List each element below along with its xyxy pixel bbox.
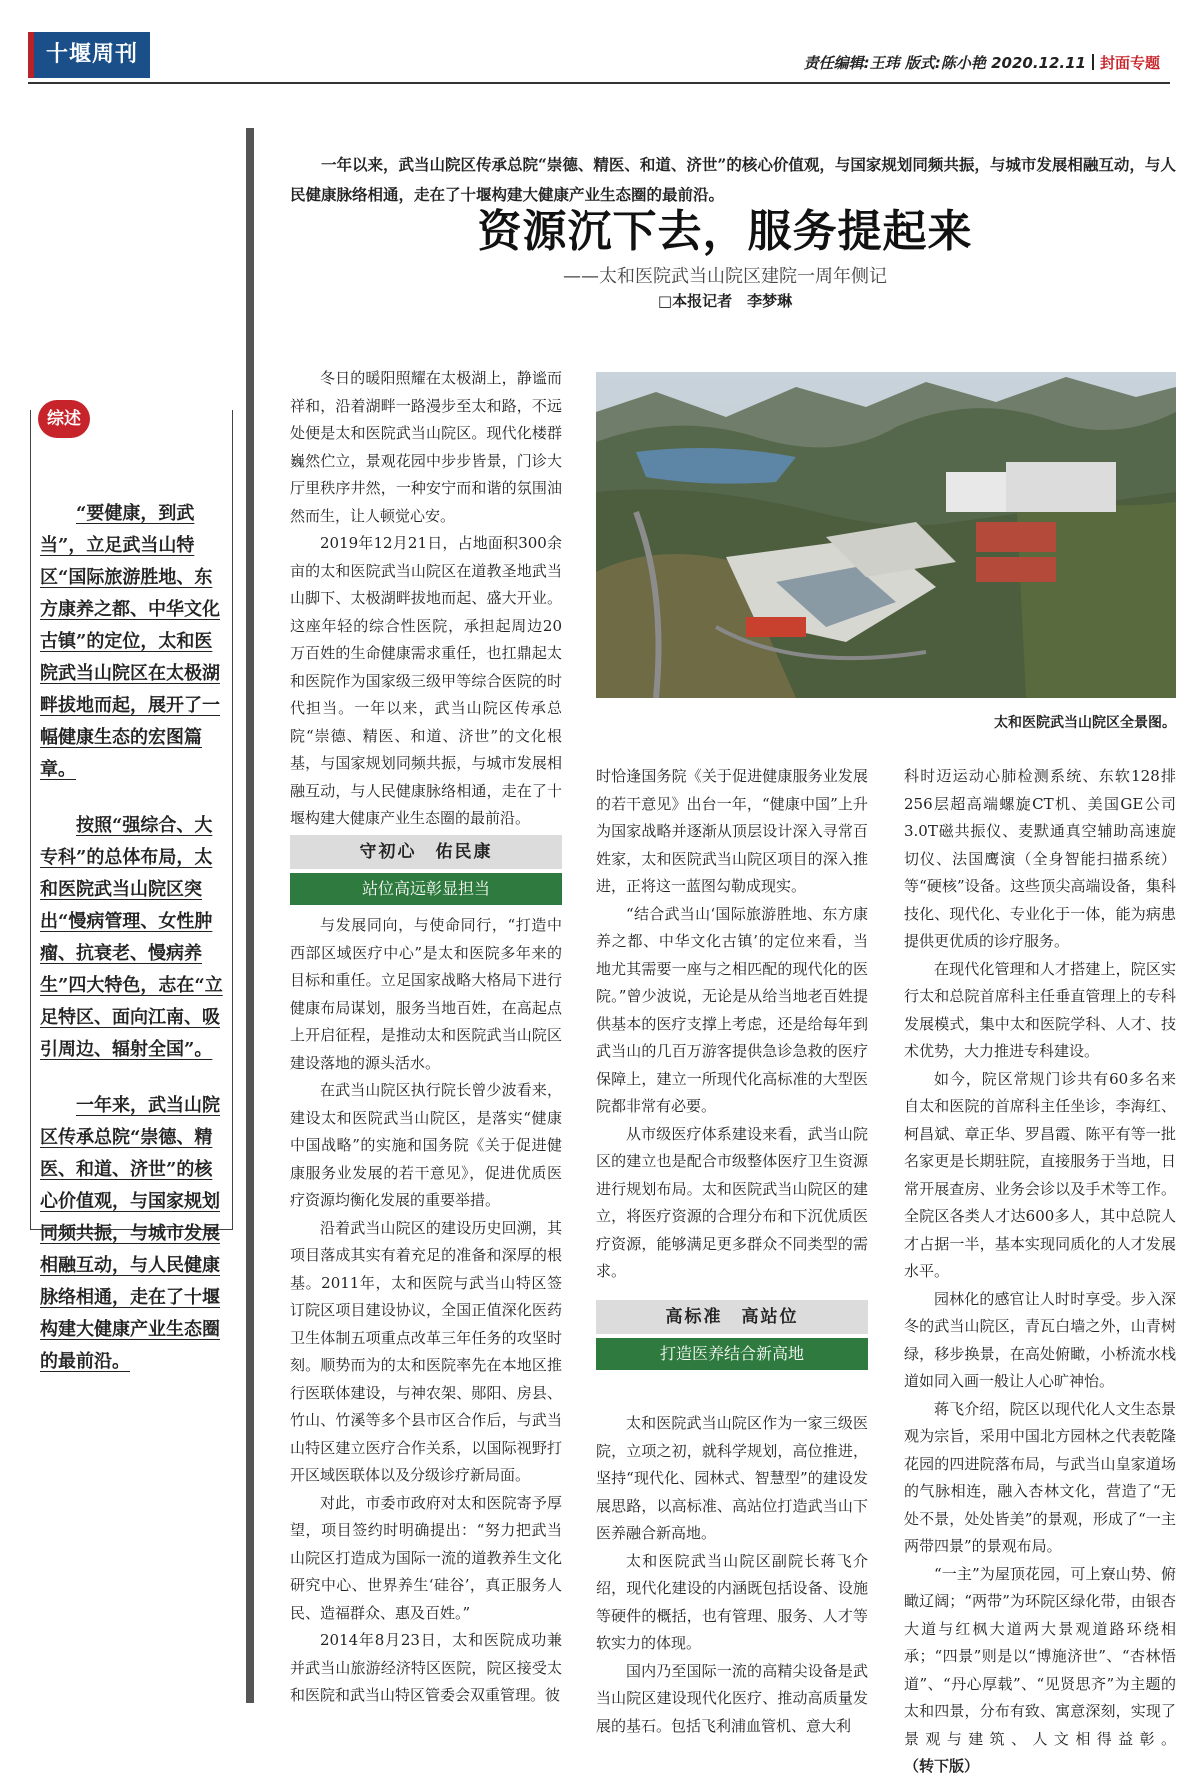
section-heading-subtitle: 站位高远彰显担当 (290, 873, 562, 905)
body-paragraph: 2019年12月21日，占地面积300余亩的太和医院武当山院区在道教圣地武当山脚下、太极湖畔拔地而起、盛大开业。这座年轻的综合性医院，承担起周边20万百姓的生命健康需求重任，也扛鼎起太和医院作为国家级三级甲等综合医院的时代担当。一年以来，武当山院区传承总院“崇德、精医、和道、济世”的文化根基，与国家规划同频共振，与城市发展相融互动，与人民健康脉络相通，走在了十堰构建大健康产业生态圈的最前沿。 (290, 534, 562, 827)
sidebar-paragraph: 按照“强综合、大专科”的总体布局，太和医院武当山院区突出“慢病管理、女性肿瘤、抗衰老、慢病养生”四大特色，志在“立足特区、面向江南、吸引周边、辐射全国”。 (40, 815, 223, 1060)
article-column-1-continued (290, 912, 562, 1710)
article-column-2 (596, 763, 868, 1286)
section-heading-2 (596, 1300, 868, 1370)
sidebar-paragraph: “要健康，到武当”，立足武当山特区“国际旅游胜地、东方康养之都、中华文化古镇”的定位，太和医院武当山院区在太极湖畔拔地而起，展开了一幅健康生态的宏图篇章。 (40, 503, 220, 780)
body-paragraph: 太和医院武当山院区作为一家三级医院，立项之初，就科学规划，高位推进，坚持“现代化、园林式、智慧型”的建设发展思路，以高标准、高站位打造武当山下医养融合新高地。 (596, 1414, 868, 1542)
campus-aerial-photo (596, 372, 1176, 698)
body-paragraph: 时恰逢国务院《关于促进健康服务业发展的若干意见》出台一年，“健康中国”上升为国家战略并逐渐从顶层设计深入寻常百姓家，太和医院武当山院区项目的深入推进，正将这一蓝图勾勒成现实。 (596, 767, 868, 895)
continued-note: （转下版） (904, 1757, 980, 1775)
body-paragraph: 与发展同向，与使命同行，“打造中西部区域医疗中心”是太和医院多年来的目标和重任。立足国家战略大格局下进行健康布局谋划，服务当地百姓，在高起点上开启征程，是推动太和医院武当山院区建设落地的源头活水。 (290, 916, 562, 1072)
body-paragraph: 2014年8月23日，太和医院成功兼并武当山旅游经济特区医院，院区接受太和医院和武当山特区管委会双重管理。彼 (290, 1631, 562, 1704)
masthead-logo: 十堰周刊 (28, 32, 150, 78)
section-heading-title: 高标准 高站位 (596, 1300, 868, 1334)
body-paragraph: 对此，市委市政府对太和医院寄予厚望，项目签约时明确提出：“努力把武当山院区打造成为国际一流的道教养生文化研究中心、世界养生‘硅谷’，真正服务人民、造福群众、惠及百姓。” (290, 1493, 562, 1622)
body-paragraph: 冬日的暖阳照耀在太极湖上，静谧而祥和，沿着湖畔一路漫步至太和路，不远处便是太和医院武当山院区。现代化楼群巍然伫立，景观花园中步步皆景，门诊大厅里秩序井然，一种安宁而和谐的氛围油然而生，让人顿觉心安。 (290, 369, 562, 525)
header-separator (1092, 54, 1094, 70)
article-column-2-continued (596, 1410, 868, 1740)
body-paragraph: 如今，院区常规门诊共有60多名来自太和医院的首席科主任坐诊，李海红、柯昌斌、章正华、罗昌霞、陈平有等一批名家更是长期驻院，直接服务于当地，日常开展查房、业务会诊以及手术等工作。全院区各类人才达600多人，其中总院人才占据一半，基本实现同质化的人才发展水平。 (904, 1069, 1176, 1280)
body-paragraph: 蒋飞介绍，院区以现代化人文生态景观为宗旨，采用中国北方园林之代表乾隆花园的四进院落布局，与武当山皇家道场的气脉相连，融入杏林文化，营造了“无处不景，处处皆美”的景观，形成了“一主两带四景”的景观布局。 (904, 1399, 1176, 1555)
article-column-3 (904, 763, 1176, 1781)
editor-info: 责任编辑:王玮 版式:陈小艳 2020.12.11 (803, 54, 1086, 72)
body-paragraph: “结合武当山‘国际旅游胜地、东方康养之都、中华文化古镇’的定位来看，当地尤其需要一座与之相匹配的现代化的医院。”曾少波说，无论是从给当地老百姓提供基本的医疗支撑上考虑，还是给每年到武当山的几百万游客提供急诊急救的医疗保障上，建立一所现代化高标准的大型医院都非常有必要。 (596, 904, 868, 1115)
body-paragraph: 科时迈运动心肺检测系统、东软128排256层超高端螺旋CT机、美国GE公司3.0T磁共振仪、麦默通真空辅助高速旋切仪、法国鹰演（全身智能扫描系统）等“硬核”设备。这些顶尖高端设备，集科技化、现代化、专业化于一体，能为病患提供更优质的诊疗服务。 (904, 767, 1176, 950)
article-column-1 (290, 365, 562, 833)
body-paragraph: 国内乃至国际一流的高精尖设备是武当山院区建设现代化医疗、推动高质量发展的基石。包括飞利浦血管机、意大利 (596, 1661, 868, 1735)
sidebar-summary (40, 498, 230, 1402)
article-byline: □本报记者 李梦琳 (657, 292, 793, 310)
vertical-divider (246, 128, 254, 1703)
sidebar-paragraph: 一年来，武当山院区传承总院“崇德、精医、和道、济世”的核心价值观，与国家规划同频共振，与城市发展相融互动，与人民健康脉络相通，走在了十堰构建大健康产业生态圈的最前沿。 (40, 1095, 220, 1372)
section-heading-subtitle: 打造医养结合新高地 (596, 1338, 868, 1370)
body-paragraph: 沿着武当山院区的建设历史回溯，其项目落成其实有着充足的准备和深厚的根基。2011年，太和医院与武当山特区签订院区项目建设协议，全国正值深化医药卫生体制五项重点改革三年任务的攻坚时刻。顺势而为的太和医院率先在本地区推行医联体建设，与神农架、郧阳、房县、竹山、竹溪等多个县市区合作后，与武当山特区建立医疗合作关系，以国际视野打开区域医联体以及分级诊疗新局面。 (290, 1218, 562, 1484)
article-title: 资源沉下去，服务提起来 (477, 206, 973, 257)
section-label: 封面专题 (1099, 54, 1160, 72)
header-meta (804, 52, 1160, 73)
body-paragraph: 在武当山院区执行院长曾少波看来，建设太和医院武当山院区，是落实“健康中国战略”的实施和国务院《关于促进健康服务业发展的若干意见》，促进优质医疗资源均衡化发展的重要举措。 (290, 1081, 562, 1209)
body-paragraph: 园林化的感官让人时时享受。步入深冬的武当山院区，青瓦白墙之外，山青树绿，移步换景，在高处俯瞰，小桥流水栈道如同入画一般让人心旷神怡。 (904, 1289, 1176, 1390)
header-rule (28, 82, 1170, 84)
sidebar-badge: 综述 (38, 400, 90, 438)
photo-caption: 太和医院武当山院区全景图。 (994, 715, 1176, 731)
body-paragraph: 太和医院武当山院区副院长蒋飞介绍，现代化建设的内涵既包括设备、设施等硬件的概括，也有管理、服务、人才等软实力的体现。 (596, 1551, 868, 1652)
body-paragraph: “一主”为屋顶花园，可上寮山势、俯瞰辽阔；“两带”为环院区绿化带，由银杏大道与红枫大道两大景观道路环绕相承；“四景”则是以“博施济世”、“杏林悟道”、“丹心厚载”、“见贤思齐”为主题的太和四景，分布有致、寓意深刻，实现了景观与建筑、人文相得益彰。 （转下版） (904, 1564, 1176, 1775)
article-lead: 一年以来，武当山院区传承总院“崇德、精医、和道、济世”的核心价值观，与国家规划同频共振，与城市发展相融互动，与人民健康脉络相通，走在了十堰构建大健康产业生态圈的最前沿。 (290, 155, 1176, 204)
article-subtitle: ——太和医院武当山院区建院一周年侧记 (563, 266, 887, 287)
body-paragraph: 在现代化管理和人才搭建上，院区实行太和总院首席科主任垂直管理上的专科发展模式，集中太和医院学科、人才、技术优势，大力推进专科建设。 (904, 959, 1176, 1060)
section-heading-title: 守初心 佑民康 (290, 835, 562, 869)
body-paragraph: 从市级医疗体系建设来看，武当山院区的建立也是配合市级整体医疗卫生资源进行规划布局。太和医院武当山院区的建立，将医疗资源的合理分布和下沉优质医疗资源，能够满足更多群众不同类型的需求。 (596, 1124, 868, 1280)
section-heading-1 (290, 835, 562, 905)
